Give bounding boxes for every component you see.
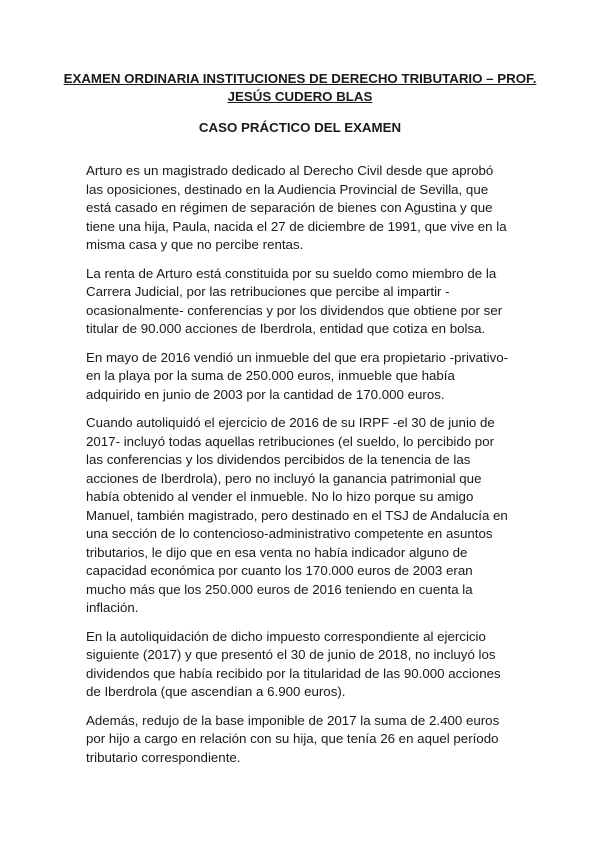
document-title: EXAMEN ORDINARIA INSTITUCIONES DE DERECHO TRIBUTARIO – PROF. JESÚS CUDERO BLAS [63, 71, 537, 104]
document-subtitle: CASO PRÁCTICO DEL EXAMEN [198, 120, 402, 135]
paragraph: Además, redujo de la base imponible de 2017 la suma de 2.400 euros por hijo a cargo en relación con su hija, que tenía 26 en aquel período tributario correspondiente. [86, 712, 500, 765]
document-body [86, 162, 512, 777]
paragraph: En mayo de 2016 vendió un inmueble del que era propietario -privativo- en la playa por la suma de 250.000 euros, inmueble que había adquirido en junio de 2003 por la cantidad de 170.000 euros. [86, 349, 509, 402]
paragraph: La renta de Arturo está constituida por su sueldo como miembro de la Carrera Judicial, por las retribuciones que percibe al impartir -ocasionalmente- conferencias y por los dividendos que obtiene por ser titular de 90.000 acciones de Iberdrola, entidad que cotiza en bolsa. [86, 265, 503, 336]
paragraph: En la autoliquidación de dicho impuesto correspondiente al ejercicio siguiente (2017) y que presentó el 30 de junio de 2018, no incluyó los dividendos que había recibido por la titularidad de las 90.000 acciones de Iberdrola (que ascendían a 6.900 euros). [86, 628, 501, 699]
paragraph: Arturo es un magistrado dedicado al Derecho Civil desde que aprobó las oposiciones, destinado en la Audiencia Provincial de Sevilla, que está casado en régimen de separación de bienes con Agustina y que tiene una hija, Paula, nacida el 27 de diciembre de 1991, que vive en la misma casa y que no percibe rentas. [86, 163, 507, 252]
paragraph: Cuando autoliquidó el ejercicio de 2016 de su IRPF -el 30 de junio de 2017- incluyó todas aquellas retribuciones (el sueldo, lo percibido por las conferencias y los dividendos percibidos de la tenencia de las acciones de Iberdrola), pero no incluyó la ganancia patrimonial que había obtenido al vender el inmueble. No lo hizo porque su amigo Manuel, también magistrado, pero destinado en el TSJ de Andalucía en una sección de lo contencioso-administrativo competente en asuntos tributarios, le dijo que en esa venta no había indicador alguno de capacidad económica por cuanto los 170.000 euros de 2003 eran mucho más que los 250.000 euros de 2016 teniendo en cuenta la inflación. [86, 415, 508, 615]
